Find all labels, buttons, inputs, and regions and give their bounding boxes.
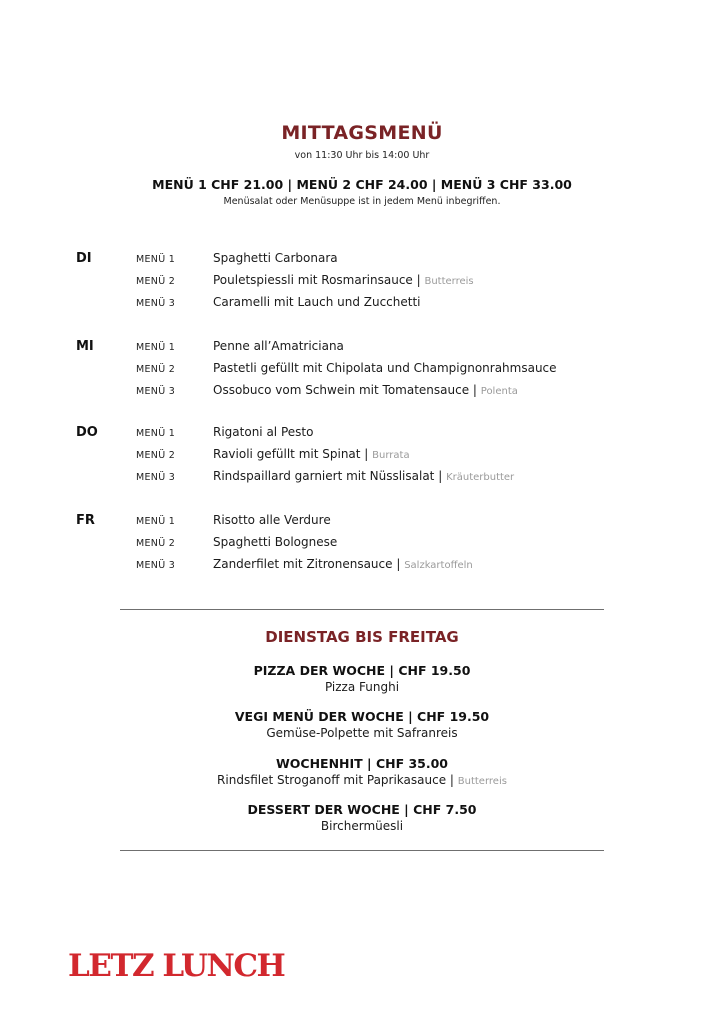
menu-row <box>0 295 724 317</box>
page-title: MITTAGSMENÜ <box>281 122 443 144</box>
dish-name: Rigatoni al Pesto <box>213 425 314 439</box>
menu-label: MENÜ 2 <box>136 450 176 461</box>
weekly-item-wochenhit <box>0 756 724 790</box>
menu-label: MENÜ 3 <box>136 560 176 571</box>
side-dish: Polenta <box>480 386 518 397</box>
dish-name: Spaghetti Bolognese <box>213 535 338 549</box>
menu-row <box>0 535 724 557</box>
weekly-item-title: DESSERT DER WOCHE | CHF 7.50 <box>247 802 477 817</box>
side-dish: Butterreis <box>457 776 507 787</box>
menu-label: MENÜ 3 <box>136 386 176 397</box>
weekly-item-pizza <box>0 663 724 697</box>
day-label: MI <box>76 339 94 354</box>
side-dish: Butterreis <box>424 276 474 287</box>
side-dish: Burrata <box>372 450 410 461</box>
menu-row <box>0 339 724 361</box>
weekly-item-title: VEGI MENÜ DER WOCHE | CHF 19.50 <box>234 709 490 724</box>
weekly-item-dish: Pizza Funghi <box>324 680 400 694</box>
menu-label: MENÜ 1 <box>136 516 176 527</box>
dish-name: Ossobuco vom Schwein mit Tomatensauce | Polenta <box>213 383 518 397</box>
dish-name: Zanderfilet mit Zitronensauce | Salzkartoffeln <box>213 557 473 571</box>
menu-label: MENÜ 1 <box>136 428 176 439</box>
divider-bottom <box>120 850 604 851</box>
side-dish: Salzkartoffeln <box>404 560 473 571</box>
menu-label: MENÜ 3 <box>136 472 176 483</box>
weekly-item-dish: Gemüse-Polpette mit Safranreis <box>266 726 458 740</box>
included-note: Menüsalat oder Menüsuppe ist in jedem Menü inbegriffen. <box>223 196 501 207</box>
menu-row <box>0 557 724 579</box>
dish-name: Risotto alle Verdure <box>213 513 331 527</box>
menu-row <box>0 273 724 295</box>
weekly-item-dish: Rindsfilet Stroganoff mit Paprikasauce | Butterreis <box>217 773 507 787</box>
dish-name: Spaghetti Carbonara <box>213 251 338 265</box>
dish-name: Rindspaillard garniert mit Nüsslisalat | Kräuterbutter <box>213 469 515 483</box>
menu-label: MENÜ 1 <box>136 254 176 265</box>
menu-row <box>0 469 724 491</box>
menu-label: MENÜ 2 <box>136 276 176 287</box>
weekly-item-dish: Birchermüesli <box>320 819 404 833</box>
weekly-item-vegi <box>0 709 724 743</box>
menu-row <box>0 425 724 447</box>
menu-label: MENÜ 1 <box>136 342 176 353</box>
menu-row <box>0 447 724 469</box>
menu-row <box>0 251 724 273</box>
dish-name: Ravioli gefüllt mit Spinat | Burrata <box>213 447 410 461</box>
side-dish: Kräuterbutter <box>446 472 515 483</box>
day-label: DI <box>76 251 92 266</box>
weekly-item-dessert <box>0 802 724 836</box>
menu-label: MENÜ 2 <box>136 364 176 375</box>
day-label: DO <box>76 425 98 440</box>
dish-name: Penne all’Amatriciana <box>213 339 344 353</box>
divider-top <box>120 609 604 610</box>
dish-name: Pastetli gefüllt mit Chipolata und Champignonrahmsauce <box>213 361 557 375</box>
dish-name: Caramelli mit Lauch und Zucchetti <box>213 295 421 309</box>
menu-prices: MENÜ 1 CHF 21.00 | MENÜ 2 CHF 24.00 | MENÜ 3 CHF 33.00 <box>152 177 572 192</box>
day-label: FR <box>76 513 95 528</box>
weekly-item-title: WOCHENHIT | CHF 35.00 <box>275 756 449 771</box>
brand-logo: LETZ LUNCH <box>68 948 285 984</box>
weekly-item-title: PIZZA DER WOCHE | CHF 19.50 <box>253 663 471 678</box>
menu-row <box>0 361 724 383</box>
weekly-heading: DIENSTAG BIS FREITAG <box>265 628 459 646</box>
menu-row <box>0 383 724 405</box>
menu-label: MENÜ 2 <box>136 538 176 549</box>
opening-hours: von 11:30 Uhr bis 14:00 Uhr <box>294 150 430 161</box>
menu-row <box>0 513 724 535</box>
dish-name: Pouletspiessli mit Rosmarinsauce | Butterreis <box>213 273 474 287</box>
menu-label: MENÜ 3 <box>136 298 176 309</box>
